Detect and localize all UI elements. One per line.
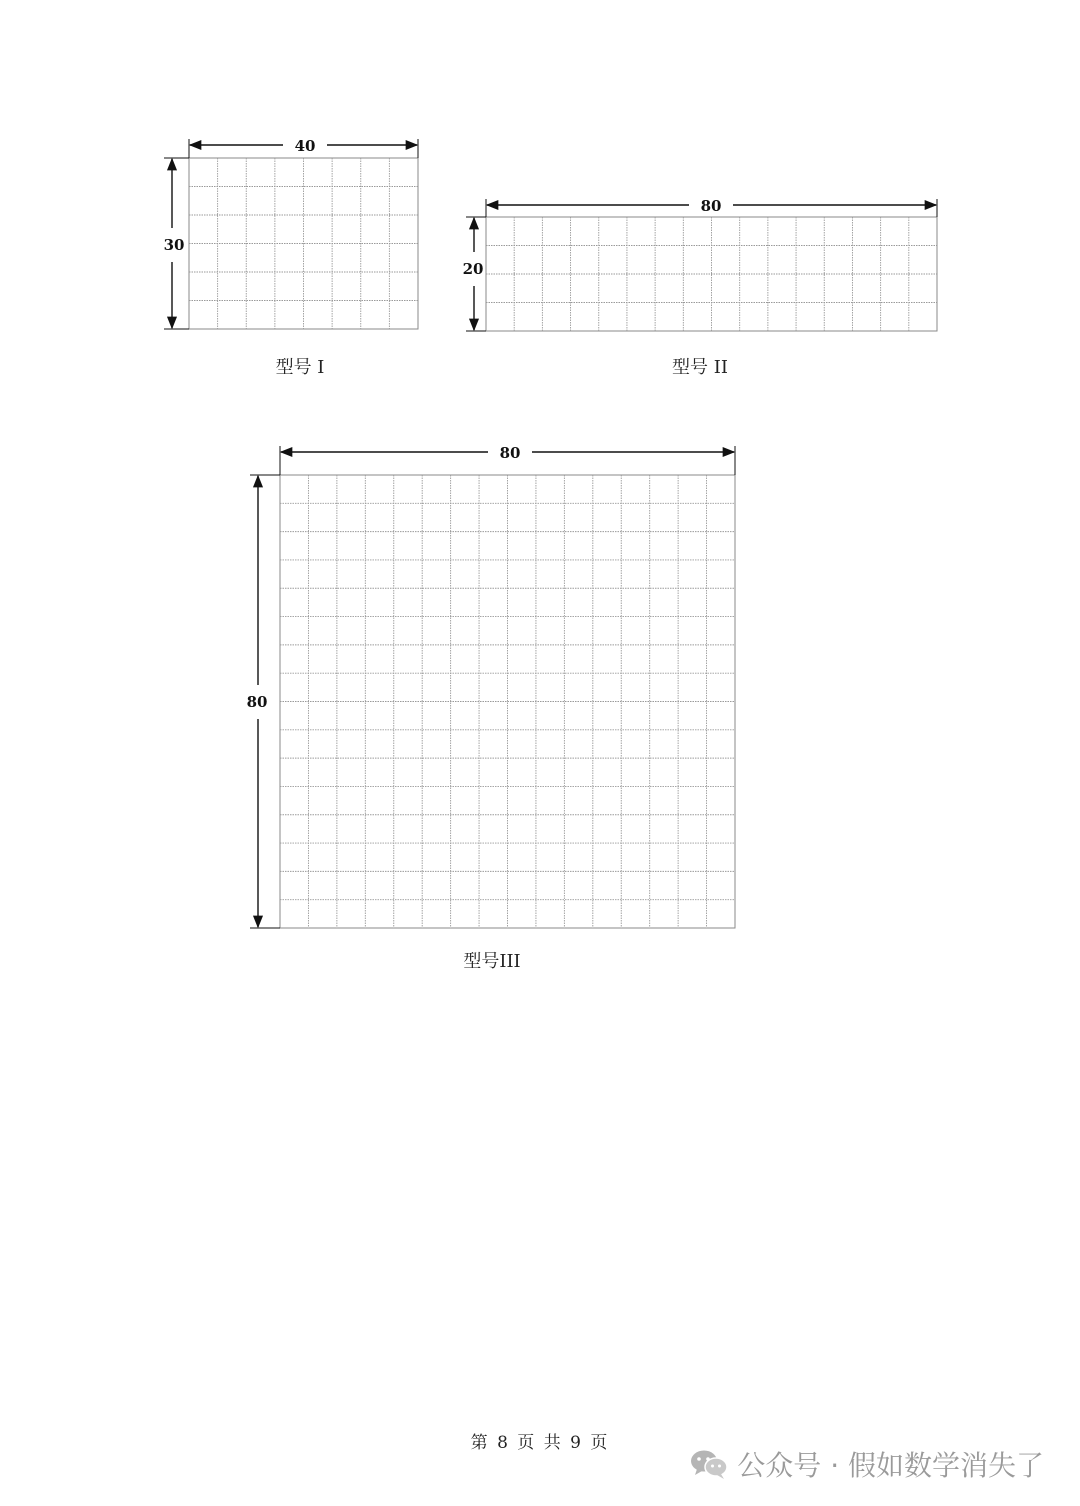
caption-type-1: 型号 I [275, 357, 325, 378]
width-label-type-3: 80 [499, 444, 521, 462]
grid-type-2 [486, 217, 937, 331]
height-label-type-2: 20 [462, 260, 484, 278]
caption-type-2: 型号 II [672, 357, 728, 378]
height-label-type-3: 80 [246, 693, 268, 711]
height-label-type-1: 30 [163, 236, 185, 254]
width-label-type-1: 40 [294, 137, 316, 155]
dimension-arrows-type-3 [250, 446, 735, 928]
grid-type-3 [280, 475, 735, 928]
page-number-footer: 第 8 页 共 9 页 [470, 1433, 610, 1453]
width-label-type-2: 80 [700, 197, 722, 215]
figure-type-2 [463, 197, 937, 378]
wechat-icon [689, 1448, 729, 1480]
caption-type-3: 型号III [463, 951, 521, 972]
dimension-arrows-type-2 [466, 199, 937, 331]
figure-type-3 [247, 444, 735, 972]
figure-type-1 [164, 137, 418, 378]
watermark-text: 公众号 · 假如数学消失了 [737, 1449, 1044, 1482]
grid-type-1 [189, 158, 418, 329]
watermark [689, 1444, 1044, 1484]
